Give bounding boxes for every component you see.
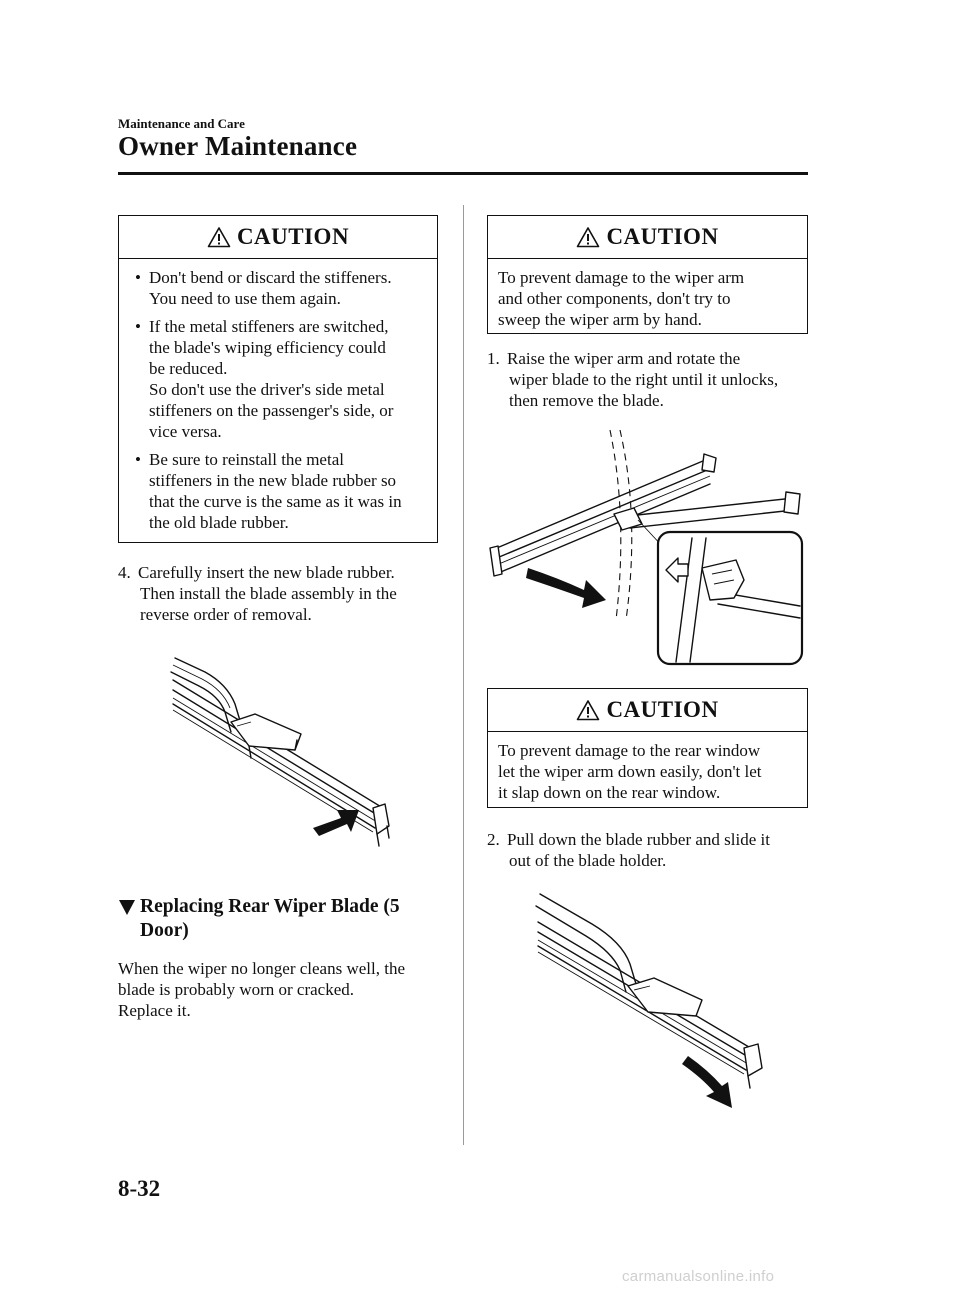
caution-box-stiffeners: [118, 215, 438, 543]
caution-item: • Be sure to reinstall the metal stiffeners in the new blade rubber so that the curve is the same as it was in the old blade rubber.: [129, 449, 427, 533]
caution-item: • If the metal stiffeners are switched, the blade's wiping efficiency could be reduced. So don't use the driver's side metal stiffeners on the passenger's side, or vice versa.: [129, 316, 427, 442]
caution-heading: CAUTION: [606, 224, 719, 249]
warning-triangle-icon: [576, 226, 600, 248]
step-text: Pull down the blade rubber and slide it out of the blade holder.: [507, 830, 770, 870]
subsection-heading: [118, 895, 448, 943]
caution-item: • Don't bend or discard the stiffeners. You need to use them again.: [129, 267, 427, 309]
step-1: [487, 348, 817, 411]
caution-text: To prevent damage to the wiper arm and other components, don't try to sweep the wiper arm by hand.: [498, 268, 745, 329]
caution-body: [119, 259, 437, 548]
step-text: Carefully insert the new blade rubber. Then install the blade assembly in the reverse order of removal.: [138, 563, 397, 624]
warning-triangle-icon: [576, 699, 600, 721]
subsection-title: Replacing Rear Wiper Blade (5 Door): [140, 896, 400, 941]
watermark: carmanualsonline.info: [622, 1268, 775, 1285]
caution-text: To prevent damage to the rear window let the wiper arm down easily, don't let it slap down on the rear window.: [498, 741, 762, 802]
subsection-body: When the wiper no longer cleans well, the blade is probably worn or cracked. Replace it.: [118, 959, 406, 1020]
step-number: 1.: [487, 349, 500, 368]
header-rule: [118, 172, 808, 175]
section-marker-icon: [118, 898, 136, 916]
caution-header: [488, 216, 807, 259]
step-number: 4.: [118, 563, 131, 582]
caution-box-wiper-arm: [487, 215, 808, 334]
step-text: Raise the wiper arm and rotate the wiper blade to the right until it unlocks, then remove the blade.: [507, 349, 779, 410]
illustration-install-blade: [165, 650, 405, 860]
section-label: Maintenance and Care: [118, 116, 245, 131]
caution-list: [129, 267, 427, 533]
caution-heading: CAUTION: [606, 697, 719, 722]
illustration-pull-blade-rubber: [532, 888, 777, 1110]
caution-box-rear-window: [487, 688, 808, 808]
column-divider: [463, 205, 464, 1145]
warning-triangle-icon: [207, 226, 231, 248]
caution-heading: CAUTION: [236, 224, 350, 249]
step-2: [487, 829, 817, 871]
caution-header: [119, 216, 437, 259]
step-number: 2.: [487, 830, 500, 849]
caution-header: [488, 689, 807, 732]
illustration-remove-rear-blade: [488, 428, 806, 668]
page-number: 8-32: [118, 1176, 161, 1201]
step-4: [118, 562, 448, 625]
page-title: Owner Maintenance: [118, 131, 358, 161]
